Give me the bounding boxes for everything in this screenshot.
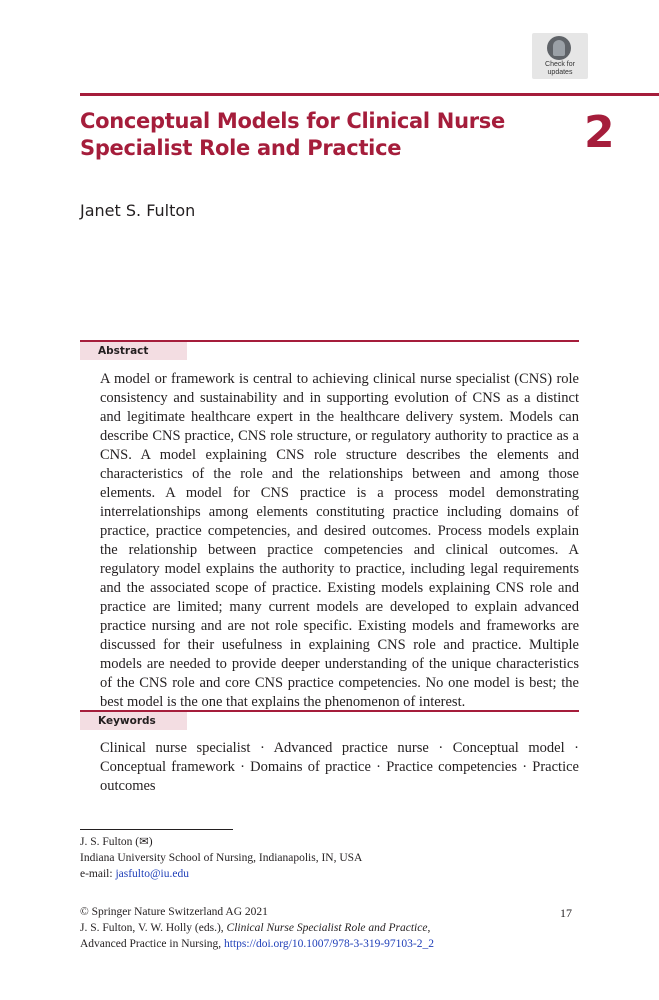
citation-editors: J. S. Fulton, V. W. Holly (eds.), (80, 922, 227, 934)
page-number: 17 (560, 906, 572, 920)
check-for-updates-badge[interactable] (532, 33, 588, 79)
series-line (80, 936, 434, 952)
footnote-rule (80, 829, 233, 830)
chapter-title: Conceptual Models for Clinical Nurse Specialist Role and Practice (80, 109, 505, 160)
abstract-label: Abstract (80, 342, 187, 360)
chapter-author: Janet S. Fulton (80, 201, 196, 220)
copyright-line: © Springer Nature Switzerland AG 2021 (80, 906, 268, 918)
chapter-number: 2 (584, 107, 615, 158)
email-prefix: e-mail: (80, 868, 116, 880)
email-link[interactable]: jasfulto@iu.edu (115, 868, 189, 880)
bookmark-icon (547, 36, 571, 60)
series-name: Advanced Practice in Nursing, (80, 938, 225, 950)
footnote-email-line (80, 866, 189, 882)
keywords-text: Clinical nurse specialist · Advanced practice nurse · Conceptual model · Conceptual framework · Domains of practice · Practice competencies · Practice outcomes (100, 740, 579, 794)
citation-comma: , (427, 922, 431, 934)
citation-line (80, 920, 430, 936)
badge-label: Check for updates (545, 61, 575, 76)
abstract-text: A model or framework is central to achieving clinical nurse specialist (CNS) role consistency and sustainability and in supporting evolution of CNS as a distinct and legitimate healthcare expert in the healthcare delivery system. Models can describe CNS practice, CNS role structure, or regulatory authority to practice as a CNS. A model explaining CNS role structure describes the elements and characteristics of the role and the relationships between and among those elements. A model for CNS practice is a process model demonstrating interrelationships among elements constituting practice including domains of practice, practice competencies, and desired outcomes. Process models explain the relationship between practice competencies and clinical outcomes. A regulatory model explains the authority to practice, including legal requirements and the associated scope of practice. Existing models explaining CNS role and practice are limited; many current models are developed to explain advanced practice nursing and are not role specific. Existing models and frameworks are discussed for their usefulness in explaining CNS role and practice. Multiple models are needed to provide deeper understanding of the unique characteristics of the CNS role and core CNS practice competencies. No one model is best; the best model is the one that explains the phenomenon of interest. (100, 371, 579, 710)
doi-link[interactable]: https://doi.org/10.1007/978-3-319-97103-2_2 (224, 938, 435, 950)
book-title: Clinical Nurse Specialist Role and Practice (226, 922, 428, 934)
keywords-label: Keywords (80, 712, 187, 730)
chapter-top-rule (80, 93, 659, 96)
footnote-affiliation: Indiana University School of Nursing, Indianapolis, IN, USA (80, 852, 363, 864)
footnote-author: J. S. Fulton (✉) (80, 836, 153, 848)
